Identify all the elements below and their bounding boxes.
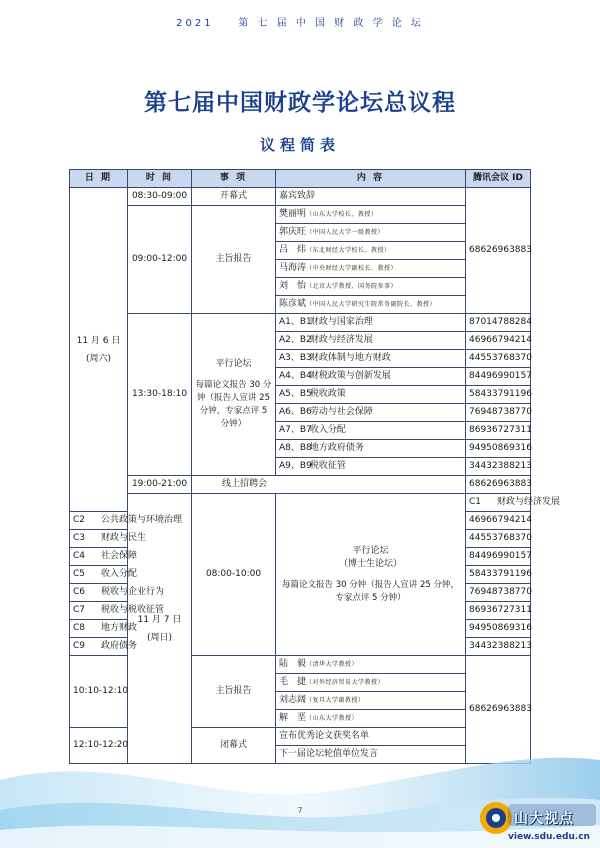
table-row [70,206,531,224]
session-cell [466,494,561,512]
opening-time: 08:30-09:00 [128,188,192,206]
recruit-meeting-id: 68626963883 [466,476,531,494]
parallel2-time: 08:00-10:00 [192,494,276,656]
speaker-desc: （中国人民大学研究生院常务副院长、教授） [306,301,437,308]
session-code: C2 [73,515,86,525]
speaker-name: 解 垩 [279,713,307,723]
parallel1-event-cell [192,314,276,476]
schedule-table [69,169,561,764]
speaker [276,656,466,674]
session-code: A7、B7 [279,425,312,435]
session-meeting-id: 44553768370 [466,350,531,368]
speaker [276,260,466,278]
col-content: 内 容 [276,170,466,188]
speaker-desc: （对外经济贸易大学教授） [306,679,385,686]
speaker [276,692,466,710]
session-meeting-id: 58433791196 [466,566,531,584]
session-topic: 财政与国家治理 [309,317,373,327]
speaker-name: 刘志阔 [279,695,307,705]
session-topic: 社会保障 [101,551,138,561]
session-code: A5、B5 [279,389,312,399]
speaker-desc: （山东大学教授） [306,715,359,722]
closing-event: 闭幕式 [192,728,276,764]
day1-date: 11 月 6 日 [76,335,121,346]
session-code: C5 [73,569,86,579]
session-code: C3 [73,533,86,543]
session-topic: 税收与企业行为 [101,587,165,597]
session-code: C1 [469,497,482,507]
session-meeting-id: 58433791196 [466,386,531,404]
closing-item: 宣布优秀论文获奖名单 [276,728,466,746]
header-year: 2021 [176,18,214,29]
session-meeting-id: 34432388213 [466,638,531,656]
speaker-name: 吕 炜 [279,245,307,255]
speaker-desc: （清华大学教授） [306,661,359,668]
session-meeting-id: 44553768370 [466,530,531,548]
session-cell [276,440,466,458]
parallel2-event-cell [276,494,466,656]
speaker-desc: （山东大学校长、教授） [306,211,378,218]
speaker [276,278,466,296]
session-code: C4 [73,551,86,561]
session-cell [70,530,147,548]
parallel2-event: 平行论坛 [352,545,389,556]
col-time: 时 间 [128,170,192,188]
opening-content: 嘉宾致辞 [276,188,466,206]
session-code: A2、B2 [279,335,312,345]
session-topic: 地方政府债务 [309,443,364,453]
closing-item: 下一届论坛轮值单位发言 [276,746,466,764]
parallel2-event-sub: （博士生论坛） [338,558,402,569]
session-topic: 税收与税收征管 [101,605,165,615]
session-code: A6、B6 [279,407,312,417]
speaker-desc: （东北财经大学校长、教授） [306,247,391,254]
recruit-time: 19:00-21:00 [128,476,192,494]
session-code: C9 [73,641,86,651]
day1-date-cell [70,188,128,512]
session-code: A1、B1 [279,317,312,327]
session-code: C6 [73,587,86,597]
session-meeting-id: 46966794214 [466,332,531,350]
session-topic: 地方财政 [101,623,138,633]
session-topic: 税收政策 [309,389,346,399]
speaker [276,206,466,224]
speaker-name: 郭庆旺 [279,227,307,237]
watermark-url: view.sdu.edu.cn [508,832,590,842]
session-meeting-id: 87014788284 [466,314,531,332]
keynote1-meeting-id: 68626963883 [466,188,531,314]
col-event: 事 项 [192,170,276,188]
session-cell [276,368,466,386]
session-code: A3、B3 [279,353,312,363]
table-row [70,188,531,206]
recruit-event: 线上招聘会 [192,476,466,494]
speaker-desc: （复旦大学副教授） [306,697,365,704]
session-cell [70,548,138,566]
session-meeting-id: 46966794214 [466,512,531,530]
opening-event: 开幕式 [192,188,276,206]
session-cell [276,458,466,476]
parallel1-note: 每篇论文报告 30 分钟（报告人宣讲 25 分钟，专家点评 5 分钟） [195,380,272,429]
speaker-name: 毛 捷 [279,677,307,687]
session-meeting-id: 94950869316 [466,620,531,638]
session-code: A9、B9 [279,461,312,471]
session-meeting-id: 86936727311 [466,422,531,440]
session-cell [276,386,466,404]
keynote1-event: 主旨报告 [192,206,276,314]
speaker-name: 樊丽明 [279,209,307,219]
speaker-name: 陈彦斌 [279,299,307,309]
page-number: 7 [297,806,303,815]
speaker [276,674,466,692]
session-meeting-id: 86936727311 [466,602,531,620]
session-meeting-id: 76948738770 [466,404,531,422]
closing-time: 12:10-12:20 [70,728,128,764]
session-cell [276,314,466,332]
session-cell [70,584,165,602]
session-topic: 财政体制与地方财政 [309,353,391,363]
page-title: 第七届中国财政学论坛总议程 [144,90,456,116]
speaker-desc: （中国人民大学一级教授） [306,229,385,236]
keynote2-event: 主旨报告 [192,656,276,728]
speaker [276,296,466,314]
speaker-name: 刘 怡 [279,281,307,291]
session-topic: 劳动与社会保障 [309,407,373,417]
speaker-name: 陆 毅 [279,659,307,669]
keynote2-time: 10:10-12:10 [70,656,128,728]
keynote1-time: 09:00-12:00 [128,206,192,314]
session-cell [70,566,138,584]
table-header-row [70,170,531,188]
session-meeting-id: 76948738770 [466,584,531,602]
session-code: A8、B8 [279,443,312,453]
speaker [276,710,466,728]
session-topic: 财政与经济发展 [309,335,373,345]
parallel2-note: 每篇论文报告 30 分钟（报告人宣讲 25 分钟，专家点评 5 分钟） [282,579,459,603]
keynote2-meeting-id: 68626963883 [466,656,531,764]
session-topic: 收入分配 [309,425,346,435]
session-topic: 税收征管 [309,461,346,471]
session-cell [276,332,466,350]
speaker [276,242,466,260]
col-date: 日 期 [70,170,128,188]
session-code: C7 [73,605,86,615]
table-row [70,476,531,494]
day2-date: 11 月 7 日 [137,614,182,625]
session-topic: 收入分配 [101,569,138,579]
speaker-desc: （北京大学教授、国务院参事） [306,283,398,290]
session-meeting-id: 34432388213 [466,458,531,476]
session-meeting-id: 84496990157 [466,548,531,566]
session-cell [70,602,165,620]
session-topic: 政府债务 [101,641,138,651]
session-meeting-id: 84496990157 [466,368,531,386]
parallel1-time: 13:30-18:10 [128,314,192,476]
page-subtitle: 议程简表 [259,136,340,154]
session-topic: 财政与经济发展 [497,497,561,507]
table-row [70,494,531,512]
session-cell [276,404,466,422]
speaker-desc: （中央财经大学副校长、教授） [306,265,398,272]
session-cell [70,638,138,656]
watermark-name: 山大视点 [514,811,574,827]
session-code: A4、B4 [279,371,312,381]
day2-weekday: (周日) [146,632,173,643]
col-meeting-id: 腾讯会议 ID [466,170,531,188]
session-cell [70,512,183,530]
session-cell [70,620,138,638]
session-meeting-id: 94950869316 [466,440,531,458]
session-topic: 公共政策与环境治理 [101,515,183,525]
session-topic: 财政与民生 [101,533,147,543]
session-cell [276,422,466,440]
speaker [276,224,466,242]
session-code: C8 [73,623,86,633]
parallel1-event: 平行论坛 [215,359,252,369]
running-header [0,14,600,29]
session-cell [276,350,466,368]
session-topic: 财税政策与创新发展 [309,371,391,381]
day1-weekday: (周六) [85,353,112,364]
table-row [70,314,531,332]
speaker-name: 马海涛 [279,263,307,273]
header-forum: 第 七 届 中 国 财 政 学 论 坛 [238,18,424,29]
